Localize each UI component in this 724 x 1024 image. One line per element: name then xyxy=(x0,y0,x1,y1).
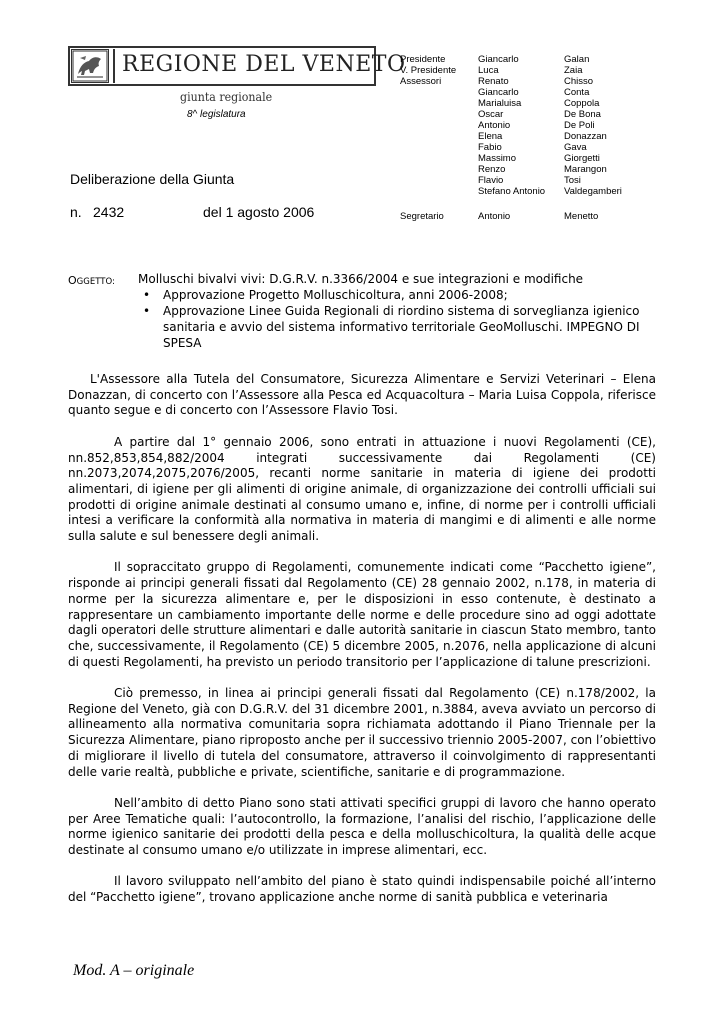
subject-item-text: Approvazione Progetto Molluschicoltura, anni 2006-2008; xyxy=(163,288,508,302)
lion-seal-icon xyxy=(71,49,109,83)
subject-text: Molluschi bivalvi vivi: D.G.R.V. n.3366/2004 e sue integrazioni e modifiche xyxy=(138,272,584,286)
legislature-label: 8^ legislatura xyxy=(187,109,246,120)
member-role xyxy=(400,142,478,153)
secretary-role: Segretario xyxy=(400,211,444,222)
member-last-name: Marangon xyxy=(564,164,607,175)
member-row xyxy=(400,98,644,109)
member-first-name: Antonio xyxy=(478,120,511,131)
council-members-table xyxy=(400,54,644,197)
body-paragraph: L'Assessore alla Tutela del Consumatore, Sicurezza Alimentare e Servizi Veterinari – Elena Donazzan, di concerto con l’Assessore alla Pesca ed Acquacoltura – Maria Luisa Coppola, riferisce quanto segue e di concerto con l’Assessore Flavio Tosi. xyxy=(68,372,656,418)
member-role xyxy=(400,153,478,164)
member-last-name: Galan xyxy=(564,54,590,65)
subject-label xyxy=(68,274,115,287)
member-role xyxy=(400,164,478,175)
member-last-name: Gava xyxy=(564,142,587,153)
member-last-name: Zaia xyxy=(564,65,583,76)
member-role xyxy=(400,131,478,142)
member-role: Assessori xyxy=(400,76,442,87)
deliberation-title: Deliberazione della Giunta xyxy=(70,171,235,187)
logo-title: REGIONE DEL VENETO xyxy=(122,52,406,77)
deliberation-date: del 1 agosto 2006 xyxy=(203,204,315,220)
footer-mod-label: Mod. A – originale xyxy=(73,962,195,979)
member-last-name: Tosi xyxy=(564,175,581,186)
member-role: V. Presidente xyxy=(400,65,457,76)
member-first-name: Fabio xyxy=(478,142,502,153)
member-first-name: Luca xyxy=(478,65,499,76)
member-row xyxy=(400,186,644,197)
member-first-name: Stefano Antonio xyxy=(478,186,546,197)
member-first-name: Giancarlo xyxy=(478,54,519,65)
logo-divider xyxy=(113,49,115,83)
member-row xyxy=(400,54,644,65)
member-last-name: Valdegamberi xyxy=(564,186,622,197)
member-last-name: Chisso xyxy=(564,76,594,87)
member-row xyxy=(400,164,644,175)
secretary-last-name: Menetto xyxy=(564,211,599,222)
subject-label-initial: O xyxy=(68,274,77,287)
subject-item-text: Approvazione Linee Guida Regionali di riordino sistema di sorveglianza igienico sanitaria e avvio del sistema informativo territoriale GeoMolluschi. IMPEGNO DI SPESA xyxy=(163,304,640,350)
member-first-name: Oscar xyxy=(478,109,504,120)
subject-list xyxy=(138,287,663,351)
member-first-name: Giancarlo xyxy=(478,87,519,98)
member-role xyxy=(400,87,478,98)
member-row xyxy=(400,65,644,76)
member-role xyxy=(400,120,478,131)
member-last-name: Conta xyxy=(564,87,590,98)
member-first-name: Renzo xyxy=(478,164,506,175)
member-last-name: Giorgetti xyxy=(564,153,600,164)
member-last-name: Coppola xyxy=(564,98,600,109)
member-row xyxy=(400,76,644,87)
member-role xyxy=(400,109,478,120)
member-first-name: Renato xyxy=(478,76,509,87)
member-last-name: De Poli xyxy=(564,120,595,131)
list-item xyxy=(138,287,663,303)
body-paragraph: Nell’ambito di detto Piano sono stati attivati specifici gruppi di lavoro che hanno operato per Aree Tematiche quali: l’autocontrollo, la formazione, l’analisi del rischio, l’applicazione delle norme igienico sanitarie dei prodotti della pesca e della molluschicoltura, la qualità delle acque destinate al consumo umano e/o utilizzate in imprese alimentari, ecc. xyxy=(68,795,656,858)
member-role xyxy=(400,175,478,186)
bullet-icon: • xyxy=(143,288,151,302)
bullet-icon: • xyxy=(143,304,151,318)
member-row xyxy=(400,120,644,131)
member-row xyxy=(400,109,644,120)
member-row xyxy=(400,142,644,153)
deliberation-number: 2432 xyxy=(93,204,125,220)
body-paragraph: Il sopraccitato gruppo di Regolamenti, comunemente indicati come “Pacchetto igiene”, risponde ai principi generali fissati dal Regolamento (CE) 28 gennaio 2002, n.178, in materia di norme per la sicurezza alimentare e, per le disposizioni in esso contenute, è destinato a rappresentare un cambiamento importante delle norme e delle procedure sino ad oggi adottate dagli operatori delle strutture alimentari e dalle autorità sanitarie in ciascun Stato membro, tanto che, successivamente, il Regolamento (CE) 5 dicembre 2005, n.2076, nella applicazione di alcuni di questi Regolamenti, ha previsto un periodo transitorio per l’applicazione di talune prescrizioni. xyxy=(68,560,656,669)
document-body xyxy=(68,372,656,922)
member-first-name: Flavio xyxy=(478,175,504,186)
list-item xyxy=(138,303,663,351)
member-row xyxy=(400,87,644,98)
member-first-name: Elena xyxy=(478,131,503,142)
body-paragraph: Il lavoro sviluppato nell’ambito del piano è stato quindi indispensabile poiché all’interno del “Pacchetto igiene”, trovano applicazione anche norme di sanità pubblica e veterinaria xyxy=(68,874,656,905)
body-paragraph: Ciò premesso, in linea ai principi generali fissati dal Regolamento (CE) n.178/2002, la Regione del Veneto, già con D.G.R.V. del 31 dicembre 2001, n.3884, aveva avviato un percorso di allineamento alla normativa comunitaria sopra richiamata adottando il Piano Triennale per la Sicurezza Alimentare, piano riproposto anche per il successivo triennio 2005-2007, con l’obiettivo di migliorare il livello di tutela del consumatore, attraverso il coinvolgimento di rappresentanti delle varie realtà, pubbliche e private, scientifiche, sanitarie e di programmazione. xyxy=(68,686,656,779)
member-row xyxy=(400,153,644,164)
member-role xyxy=(400,186,478,197)
logo-subtitle: giunta regionale xyxy=(180,90,273,104)
member-first-name: Marialuisa xyxy=(478,98,522,109)
member-role: Presidente xyxy=(400,54,446,65)
secretary-row xyxy=(400,211,644,222)
member-first-name: Massimo xyxy=(478,153,517,164)
member-role xyxy=(400,98,478,109)
member-last-name: De Bona xyxy=(564,109,601,120)
body-paragraph: A partire dal 1° gennaio 2006, sono entrati in attuazione i nuovi Regolamenti (CE), nn.852,853,854,882/2004 integrati successivamente dai Regolamenti (CE) nn.2073,2074,2075,2076/2005, recanti norme sanitarie in materia di igiene dei prodotti alimentari, di igiene per gli alimenti di origine animale, di organizzazione dei controlli ufficiali sui prodotti di origine animale destinati al consumo umano e, infine, di norme per i controlli ufficiali intesi a verificare la conformità alla normativa in materia di mangimi e di alimenti e alle norme sulla salute e sul benessere degli animali. xyxy=(68,434,656,544)
deliberation-number-label: n. xyxy=(70,204,82,220)
member-row xyxy=(400,175,644,186)
member-row xyxy=(400,131,644,142)
subject-label-rest: GGETTO: xyxy=(76,277,115,287)
member-last-name: Donazzan xyxy=(564,131,607,142)
secretary-first-name: Antonio xyxy=(478,211,511,222)
